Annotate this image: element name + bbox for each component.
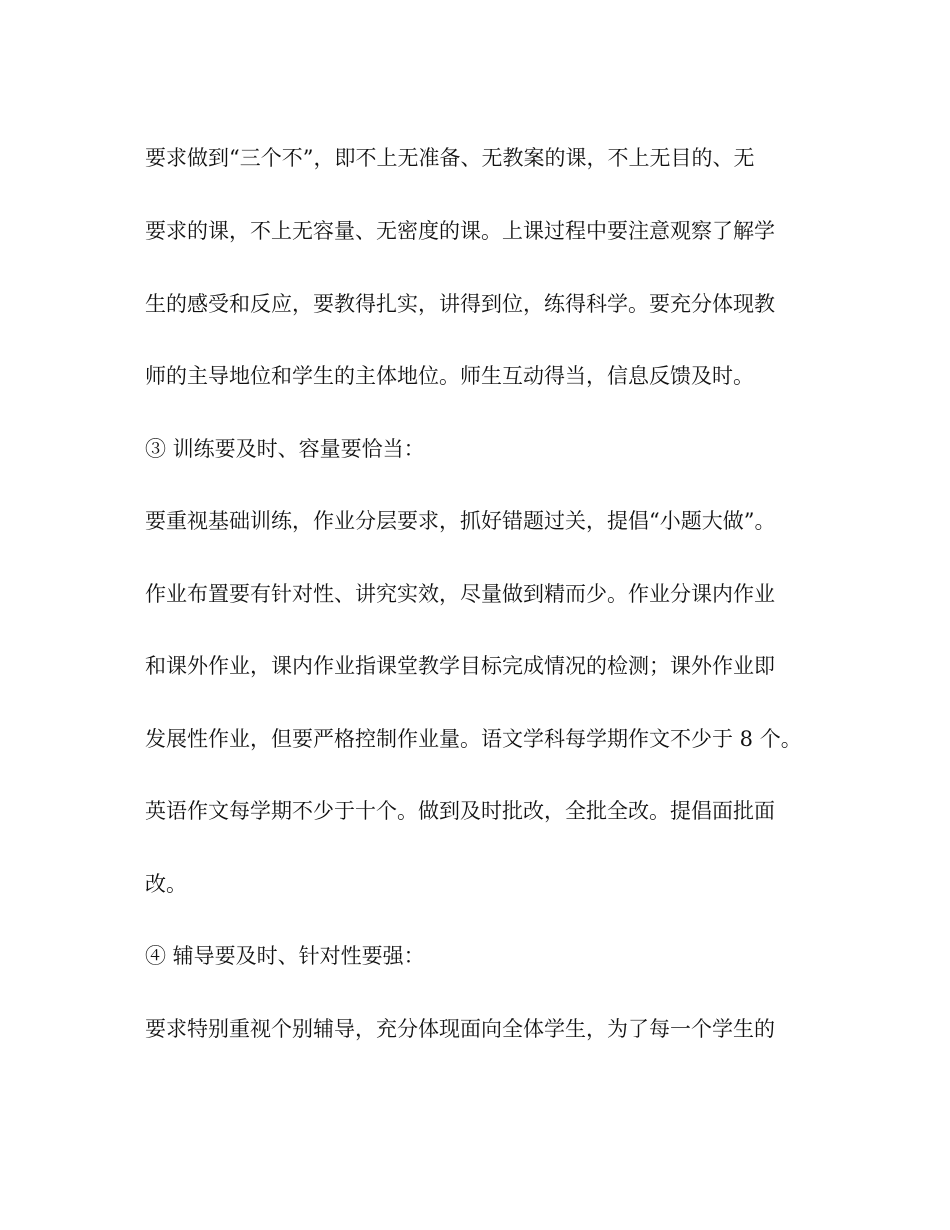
paragraph-line: 要求的课，不上无容量、无密度的课。上课过程中要注意观察了解学 [145, 219, 775, 243]
paragraph-line: 发展性作业，但要严格控制作业量。语文学科每学期作文不少于 8 个。 [145, 727, 802, 751]
section-heading: ④ 辅导要及时、针对性要强： [145, 944, 425, 968]
paragraph-line: 英语作文每学期不少于十个。做到及时批改，全批全改。提倡面批面 [145, 799, 775, 823]
paragraph-line: 和课外作业，课内作业指课堂教学目标完成情况的检测；课外作业即 [145, 654, 775, 678]
paragraph-line: 改。 [145, 872, 187, 896]
paragraph-line: 生的感受和反应，要教得扎实，讲得到位，练得科学。要充分体现教 [145, 292, 775, 316]
paragraph-line: 要求特别重视个别辅导，充分体现面向全体学生，为了每一个学生的 [145, 1017, 775, 1041]
section-heading: ③ 训练要及时、容量要恰当： [145, 437, 425, 461]
paragraph-line: 要求做到“三个不”，即不上无准备、无教案的课，不上无目的、无 [145, 146, 755, 170]
paragraph-line: 师的主导地位和学生的主体地位。师生互动得当，信息反馈及时。 [145, 364, 754, 388]
paragraph-line: 作业布置要有针对性、讲究实效，尽量做到精而少。作业分课内作业 [145, 582, 775, 606]
paragraph-line: 要重视基础训练，作业分层要求，抓好错题过关，提倡“小题大做”。 [145, 509, 776, 533]
